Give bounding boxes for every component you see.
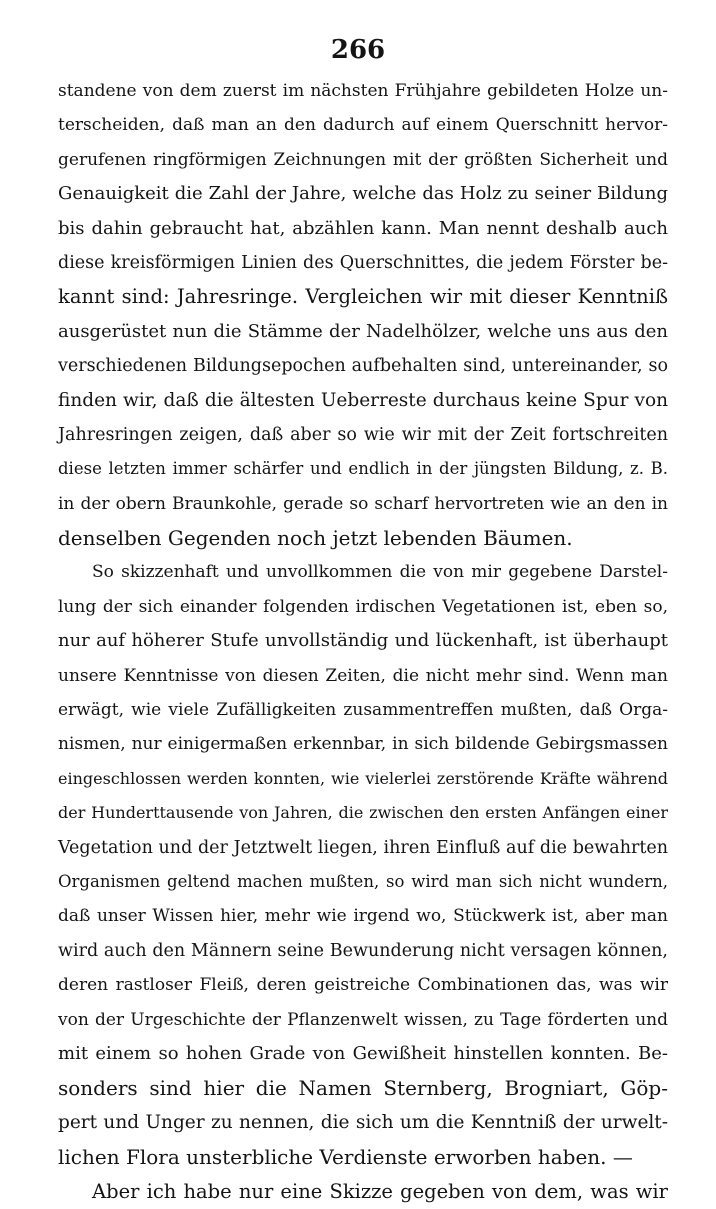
text-line: mit einem so hohen Grade von Gewißheit hinstellen konnten. Be- bbox=[58, 1042, 668, 1064]
text-line: verschiedenen Bildungsepochen aufbehalten sind, untereinander, so bbox=[58, 356, 668, 377]
text-line: der Hunderttausende von Jahren, die zwischen den ersten Anfängen einer bbox=[58, 803, 668, 823]
text-line: So skizzenhaft und unvollkommen die von mir gegebene Darstel- bbox=[92, 562, 668, 583]
text-line: Vegetation und der Jetztwelt liegen, ihren Einfluß auf die bewahrten bbox=[58, 837, 668, 858]
text-line: bis dahin gebraucht hat, abzählen kann. Man nennt deshalb auch bbox=[58, 217, 668, 239]
text-line: terscheiden, daß man an den dadurch auf einem Querschnitt hervor- bbox=[58, 115, 668, 136]
text-line: erwägt, wie viele Zufälligkeiten zusammentreffen mußten, daß Orga- bbox=[58, 700, 668, 721]
page-number: 266 bbox=[330, 35, 386, 65]
text-line: diese letzten immer schärfer und endlich in der jüngsten Bildung, z. B. bbox=[58, 459, 668, 479]
text-line: sonders sind hier die Namen Sternberg, Brogniart, Göp- bbox=[58, 1076, 668, 1101]
text-line: denselben Gegenden noch jetzt lebenden Bäumen. bbox=[58, 526, 573, 551]
text-line: daß unser Wissen hier, mehr wie irgend wo, Stückwerk ist, aber man bbox=[58, 906, 668, 927]
text-line: von der Urgeschichte der Pflanzenwelt wissen, zu Tage förderten und bbox=[58, 1009, 668, 1030]
text-line: lichen Flora unsterbliche Verdienste erworben haben. — bbox=[58, 1145, 633, 1170]
text-line: standene von dem zuerst im nächsten Frühjahre gebildeten Holze un- bbox=[58, 81, 668, 101]
text-line: in der obern Braunkohle, gerade so scharf hervortreten wie an den in bbox=[58, 493, 668, 514]
text-line: unsere Kenntnisse von diesen Zeiten, die nicht mehr sind. Wenn man bbox=[58, 665, 668, 686]
text-line: finden wir, daß die ältesten Ueberreste durchaus keine Spur von bbox=[58, 389, 668, 411]
text-line: Genauigkeit die Zahl der Jahre, welche das Holz zu seiner Bildung bbox=[58, 183, 668, 205]
text-line: Aber ich habe nur eine Skizze gegeben von dem, was wir bbox=[92, 1179, 668, 1203]
text-line: pert und Unger zu nennen, die sich um die Kenntniß der urwelt- bbox=[58, 1111, 668, 1133]
body-text bbox=[58, 74, 668, 1209]
text-line: wird auch den Männern seine Bewunderung nicht versagen können, bbox=[58, 940, 668, 961]
text-line: gerufenen ringförmigen Zeichnungen mit der größten Sicherheit und bbox=[58, 149, 668, 170]
text-line: deren rastloser Fleiß, deren geistreiche Combinationen das, was wir bbox=[58, 975, 668, 996]
text-line: nismen, nur einigermaßen erkennbar, in sich bildende Gebirgsmassen bbox=[58, 734, 668, 755]
text-line: ausgerüstet nun die Stämme der Nadelhölzer, welche uns aus den bbox=[58, 320, 668, 342]
text-line: diese kreisförmigen Linien des Querschnittes, die jedem Förster be- bbox=[58, 252, 668, 273]
text-line: Organismen geltend machen mußten, so wird man sich nicht wundern, bbox=[58, 871, 668, 891]
text-line: nur auf höherer Stufe unvollständig und lückenhaft, ist überhaupt bbox=[58, 630, 668, 652]
text-line: Jahresringen zeigen, daß aber so wie wir mit der Zeit fortschreiten bbox=[58, 424, 668, 445]
text-line: lung der sich einander folgenden irdischen Vegetationen ist, eben so, bbox=[58, 596, 668, 617]
text-line: eingeschlossen werden konnten, wie vielerlei zerstörende Kräfte während bbox=[58, 768, 668, 788]
text-line: kannt sind: Jahresringe. Vergleichen wir mit dieser Kenntniß bbox=[58, 285, 668, 309]
